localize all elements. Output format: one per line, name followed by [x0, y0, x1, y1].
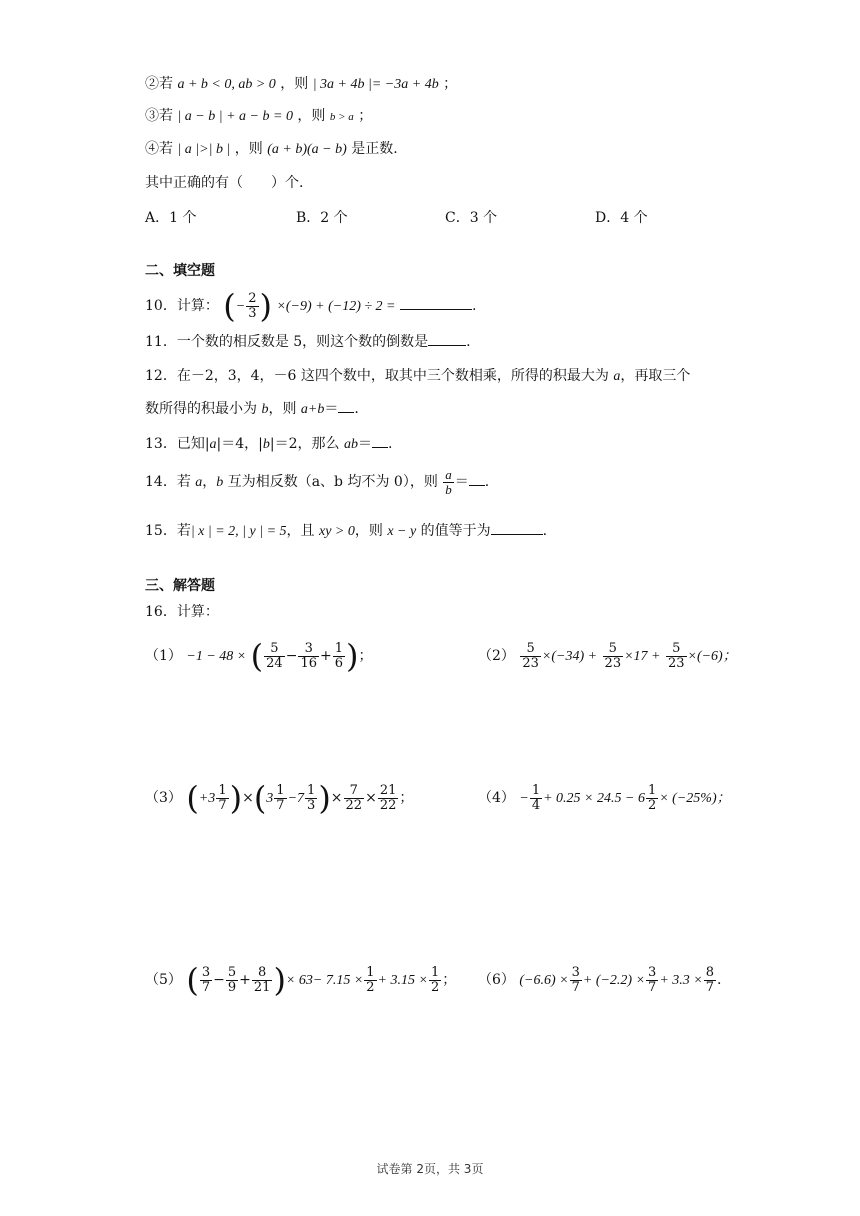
statement-marker: ④若 — [145, 141, 173, 157]
numerator: 5 — [608, 640, 617, 656]
denominator: 22 — [345, 797, 363, 813]
numerator: 1 — [647, 782, 657, 798]
question-text: 13．已知| — [145, 436, 210, 452]
fraction — [378, 784, 399, 813]
statement-4 — [145, 139, 398, 160]
fraction — [646, 966, 658, 995]
question-text: 15．若 — [145, 523, 191, 539]
variable-b: b — [262, 437, 270, 452]
statement-condition: | a − b | + a − b = 0 — [177, 109, 293, 124]
problem-end: ； — [358, 648, 373, 664]
fraction — [666, 642, 687, 671]
denominator: 9 — [227, 979, 237, 995]
numerator: 3 — [201, 964, 211, 980]
numerator: a — [445, 466, 452, 482]
expression: x − y — [387, 524, 417, 539]
problem-label: （3） — [145, 790, 182, 806]
denominator: 7 — [648, 979, 657, 995]
question-end: . — [542, 523, 548, 539]
fraction — [704, 966, 716, 995]
operator: × — [330, 790, 343, 806]
question-end: . — [354, 401, 359, 417]
paren-open: ( — [250, 637, 264, 675]
fraction — [216, 784, 228, 813]
statement-result: (a + b)(a − b) — [267, 142, 347, 157]
statement-condition: | a |>| b | — [177, 142, 231, 157]
question-end: . — [484, 474, 490, 490]
paren-close: ) — [318, 779, 331, 817]
equals-sign: ＝ — [324, 401, 339, 417]
answer-blank[interactable] — [372, 433, 388, 448]
equals-sign: ＝ — [454, 474, 469, 490]
denominator: 2 — [647, 797, 657, 813]
whole-number: −7 — [287, 791, 305, 806]
fraction — [520, 642, 541, 671]
answer-blank[interactable] — [469, 471, 485, 486]
problem-6 — [478, 960, 721, 1001]
expression: + (−2.2) × — [582, 973, 646, 988]
option-d: D．4 个 — [595, 210, 648, 226]
problem-3 — [145, 778, 413, 819]
denominator: 22 — [379, 797, 397, 813]
answer-blank[interactable] — [491, 520, 543, 535]
numerator: 5 — [672, 640, 681, 656]
statement-2 — [145, 74, 457, 95]
paren-close: ) — [346, 637, 359, 675]
fraction — [305, 784, 317, 813]
denominator: 7 — [705, 979, 715, 995]
answer-blank[interactable] — [338, 398, 354, 413]
denominator: 3 — [307, 797, 316, 813]
statement-condition: a + b < 0, ab > 0 — [177, 77, 276, 92]
numerator: 21 — [379, 782, 397, 798]
variable-b: b — [261, 402, 269, 417]
question-text: ，且 — [286, 523, 319, 539]
problem-2 — [478, 636, 737, 677]
problem-4 — [478, 778, 731, 819]
question-15 — [145, 520, 547, 542]
denominator: 7 — [276, 797, 285, 813]
operator: − — [213, 972, 225, 988]
question-end: . — [466, 334, 471, 350]
expression: × (−25%)； — [659, 791, 731, 806]
numerator: 5 — [227, 964, 237, 980]
denominator: 16 — [300, 655, 317, 671]
question-text: ， — [202, 474, 217, 490]
whole-number: 3 — [266, 791, 274, 806]
expression: ab — [343, 437, 358, 452]
denominator: 24 — [266, 655, 283, 671]
statement-then: ，则 — [297, 108, 326, 124]
question-text: 互为相反数（a、b 均不为 0），则 — [223, 474, 443, 490]
fraction — [530, 784, 542, 813]
paren-open: ( — [253, 779, 267, 817]
numerator: 3 — [648, 964, 657, 980]
expression: −1 − 48 × — [186, 649, 247, 664]
numerator: 1 — [334, 640, 343, 656]
answer-blank[interactable] — [428, 331, 466, 346]
fraction — [264, 642, 285, 671]
page-footer: 试卷第 2页，共 3页 — [376, 1162, 484, 1176]
denominator: b — [445, 481, 452, 497]
expression: + 3.15 × — [377, 973, 428, 988]
question-text: |＝4，| — [216, 436, 263, 452]
fraction — [200, 966, 212, 995]
denominator: 7 — [201, 979, 211, 995]
fraction — [344, 784, 365, 813]
paren-close: ) — [229, 779, 243, 817]
problem-end: ； — [442, 972, 457, 988]
numerator: 3 — [304, 640, 313, 656]
question-text: 14．若 — [145, 474, 196, 490]
statement-then: ，则 — [280, 76, 309, 92]
option-a: A．1 个 — [145, 210, 197, 226]
expression: (−6.6) × — [519, 973, 569, 988]
expression: a+b — [300, 402, 325, 417]
expression: ×(−9) + (−12) ÷ 2 = — [276, 299, 396, 314]
fraction — [429, 966, 441, 995]
question-end: . — [471, 298, 477, 314]
question-text: |＝2，那么 — [269, 436, 344, 452]
numerator: 2 — [248, 290, 257, 306]
paren-close: ) — [273, 961, 286, 999]
question-14 — [145, 466, 489, 499]
paren-open: ( — [186, 779, 199, 817]
denominator: 23 — [667, 655, 685, 671]
denominator: 7 — [218, 797, 227, 813]
fraction — [226, 966, 238, 995]
question-text: 数所得的积最小为 — [145, 401, 262, 417]
operator: + — [239, 972, 251, 988]
variable-b: b — [216, 475, 224, 490]
paren-open: ( — [186, 961, 199, 999]
question-text: ，再取三个 — [620, 368, 691, 384]
option-c: C．3 个 — [445, 210, 498, 226]
question-text: 的值等于为 — [416, 523, 491, 539]
variable-a: a — [613, 369, 621, 384]
operator: × — [242, 790, 254, 806]
denominator: 2 — [430, 979, 440, 995]
statement-end: 是正数. — [351, 141, 398, 157]
question-text: ，则 — [354, 523, 388, 539]
paren-open: ( — [223, 287, 236, 325]
equals-sign: ＝ — [357, 436, 372, 452]
variable-a: a — [195, 475, 203, 490]
question-end: . — [387, 436, 393, 452]
question-text: ，则 — [268, 401, 301, 417]
statement-then: ，则 — [234, 141, 263, 157]
question-label: 10．计算： — [145, 298, 219, 314]
section-heading-solve: 三、解答题 — [145, 578, 215, 594]
problem-5 — [145, 960, 456, 1001]
problem-1 — [145, 636, 372, 677]
problem-end: . — [717, 972, 722, 988]
option-b: B．2 个 — [296, 210, 348, 226]
question-9-prompt: 其中正确的有（ ）个. — [145, 175, 304, 191]
expression: ×(−34) + — [541, 649, 598, 664]
question-12-line1 — [145, 366, 690, 387]
numerator: 1 — [366, 964, 375, 980]
denominator: 21 — [253, 979, 271, 995]
denominator: 23 — [604, 655, 622, 671]
problem-label: （2） — [478, 648, 515, 664]
operator: × — [365, 790, 377, 806]
denominator: 23 — [522, 655, 539, 671]
minus-sign: − — [519, 791, 529, 806]
statement-marker: ②若 — [145, 76, 173, 92]
statement-result: | 3a + 4b |= −3a + 4b — [312, 77, 439, 92]
expression: + 0.25 × 24.5 − 6 — [543, 791, 645, 806]
fraction — [252, 966, 273, 995]
expression: ×(−6)； — [687, 649, 737, 664]
statement-end: ； — [443, 76, 458, 92]
numerator: 1 — [276, 782, 285, 798]
expression: × 63− 7.15 × — [285, 973, 364, 988]
condition: | x | = 2, | y | = 5 — [190, 524, 287, 539]
problem-end: ； — [399, 790, 414, 806]
numerator: 5 — [526, 640, 535, 656]
numerator: 1 — [531, 782, 541, 798]
statement-result: b > a — [329, 111, 354, 123]
operator: − — [285, 648, 298, 664]
denominator: 3 — [248, 305, 257, 321]
question-text: 12．在－2，3，4，－6 这四个数中，取其中三个数相乘，所得的积最大为 — [145, 368, 614, 384]
statement-end: ； — [358, 108, 373, 124]
problem-label: （5） — [145, 972, 182, 988]
question-16: 16．计算： — [145, 604, 219, 620]
problem-label: （4） — [478, 790, 515, 806]
statement-marker: ③若 — [145, 108, 173, 124]
minus-sign: − — [235, 299, 246, 314]
fraction — [274, 784, 286, 813]
problem-label: （1） — [145, 648, 182, 664]
fraction — [646, 784, 658, 813]
numerator: 1 — [218, 782, 227, 798]
numerator: 7 — [349, 782, 358, 798]
expression: + 3.3 × — [659, 973, 703, 988]
numerator: 1 — [430, 964, 440, 980]
numerator: 5 — [270, 640, 279, 656]
variable-a: a — [209, 437, 217, 452]
denominator: 7 — [571, 979, 580, 995]
paren-close: ) — [259, 287, 272, 325]
question-13 — [145, 433, 392, 455]
question-11 — [145, 331, 471, 352]
answer-blank[interactable] — [400, 295, 472, 310]
fraction — [364, 966, 376, 995]
condition: xy > 0 — [319, 524, 355, 539]
fraction — [298, 642, 319, 671]
section-heading-fill: 二、填空题 — [145, 263, 215, 279]
fraction — [333, 642, 345, 671]
question-text: 11．一个数的相反数是 5，则这个数的倒数是 — [145, 334, 429, 350]
numerator: 8 — [705, 964, 715, 980]
problem-label: （6） — [478, 972, 515, 988]
fraction — [570, 966, 582, 995]
fraction — [246, 292, 258, 321]
whole-number: +3 — [198, 791, 216, 806]
fraction — [443, 468, 454, 497]
numerator: 1 — [307, 782, 316, 798]
question-10 — [145, 287, 477, 325]
fraction — [603, 642, 624, 671]
denominator: 4 — [531, 797, 541, 813]
denominator: 6 — [334, 655, 343, 671]
question-12-line2 — [145, 398, 359, 420]
operator: + — [319, 648, 332, 664]
numerator: 3 — [571, 964, 580, 980]
numerator: 8 — [258, 964, 267, 980]
expression: ×17 + — [624, 649, 661, 664]
denominator: 2 — [366, 979, 375, 995]
statement-3 — [145, 106, 372, 127]
